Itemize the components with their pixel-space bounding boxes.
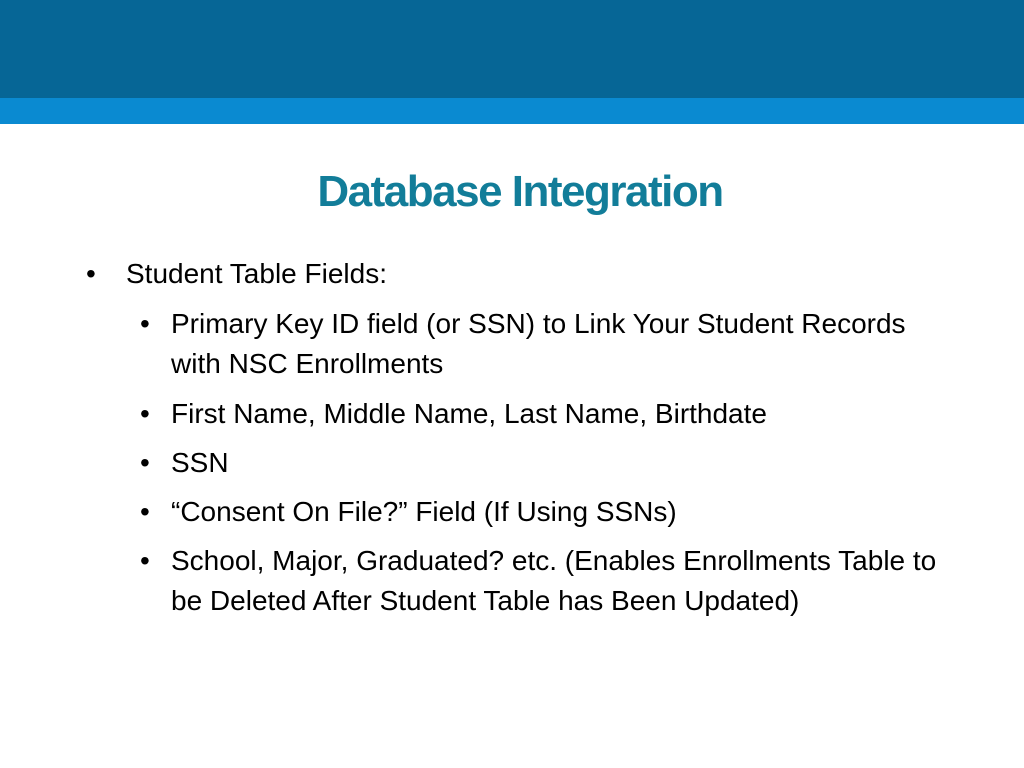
bullet-icon: • bbox=[140, 447, 150, 478]
sub-bullet-text: First Name, Middle Name, Last Name, Birthdate bbox=[171, 398, 767, 429]
header-band-top bbox=[0, 0, 1024, 98]
bullet-icon: • bbox=[86, 258, 96, 289]
sub-bullet-text: “Consent On File?” Field (If Using SSNs) bbox=[171, 496, 677, 527]
sub-bullet-text: SSN bbox=[171, 447, 229, 478]
sub-bullet-primary-key bbox=[140, 304, 940, 384]
sub-bullet-consent bbox=[140, 492, 940, 532]
sub-bullet-ssn bbox=[140, 443, 940, 483]
sub-bullet-text: School, Major, Graduated? etc. (Enables Enrollments Table to be Deleted After Student Table has Been Updated) bbox=[171, 545, 937, 616]
sub-bullet-names bbox=[140, 394, 940, 434]
header-band-bottom bbox=[0, 98, 1024, 124]
main-bullet bbox=[86, 254, 946, 294]
slide-title: Database Integration bbox=[317, 167, 723, 216]
bullet-icon: • bbox=[140, 545, 150, 576]
bullet-icon: • bbox=[140, 308, 150, 339]
bullet-icon: • bbox=[140, 398, 150, 429]
bullet-icon: • bbox=[140, 496, 150, 527]
sub-bullet-text: Primary Key ID field (or SSN) to Link Your Student Records with NSC Enrollments bbox=[171, 308, 906, 379]
sub-bullet-school bbox=[140, 541, 940, 621]
main-bullet-text: Student Table Fields: bbox=[126, 258, 387, 289]
